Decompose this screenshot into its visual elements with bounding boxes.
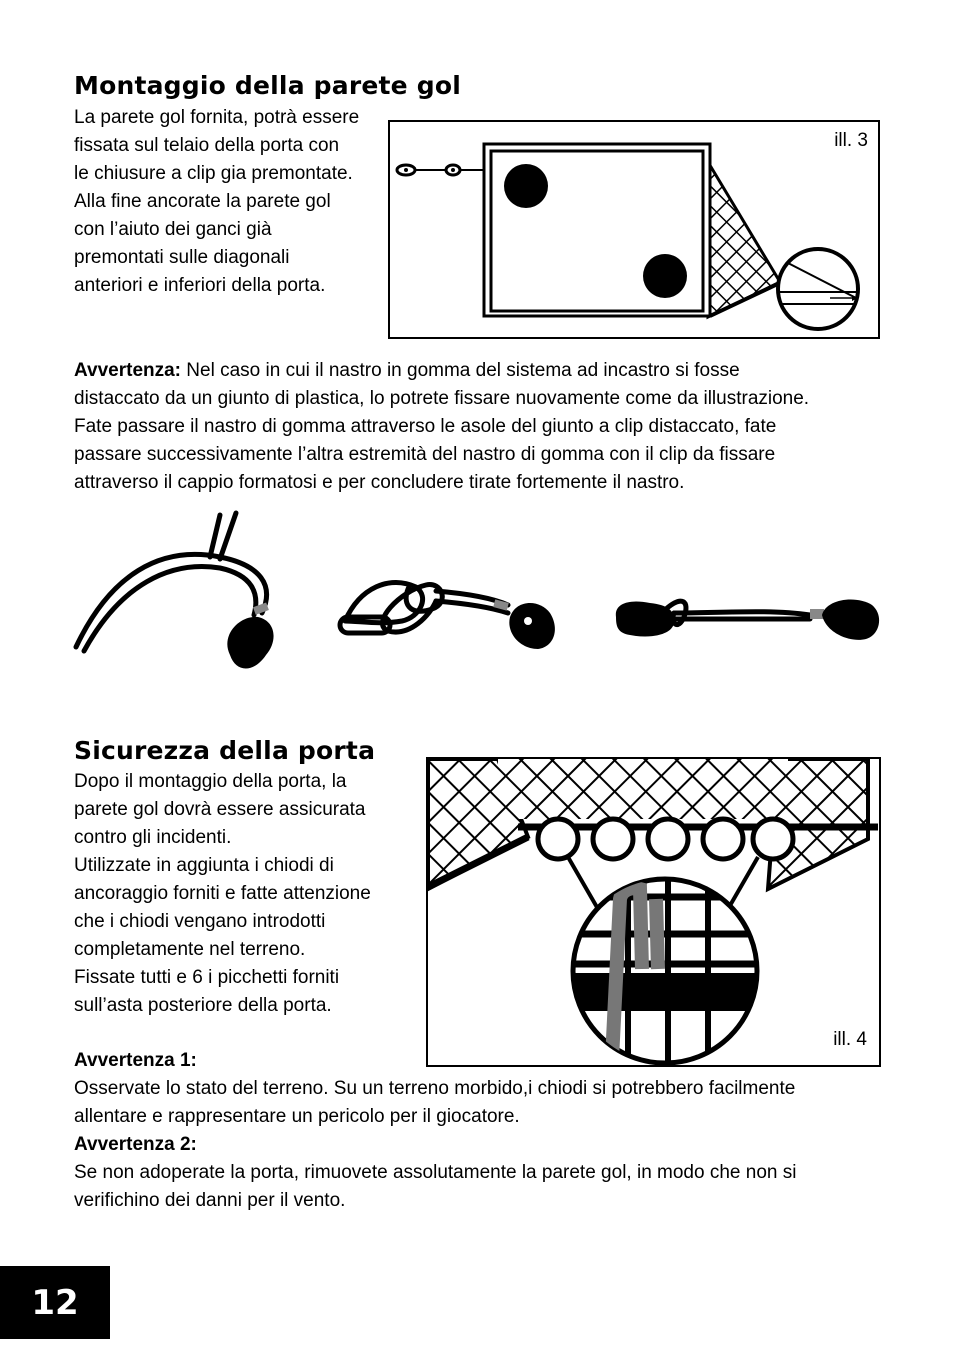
safety-line: contro gli incidenti. <box>74 827 232 848</box>
clip-icon <box>227 617 273 669</box>
warning-paragraph <box>74 357 809 497</box>
goal-wall-drawing <box>390 122 878 337</box>
section-title-assembly: Montaggio della parete gol <box>74 71 461 100</box>
figure-label-4: ill. 4 <box>833 1029 867 1050</box>
assembly-line: le chiusure a clip gia premontate. <box>74 163 353 184</box>
illustration-4 <box>426 757 881 1067</box>
warning-label: Avvertenza: <box>74 360 182 381</box>
warning-2-line: verifichino dei danni per il vento. <box>74 1190 346 1211</box>
page-number-badge <box>0 1266 110 1339</box>
assembly-line: con l’aiuto dei ganci già <box>74 219 272 240</box>
illustration-3 <box>388 120 880 339</box>
clip-icon <box>509 603 555 649</box>
clip-icon <box>822 600 879 640</box>
safety-line: ancoraggio forniti e fatte attenzione <box>74 883 371 904</box>
safety-line: che i chiodi vengano introdotti <box>74 911 326 932</box>
bungee-step-2 <box>345 582 508 632</box>
safety-line: Fissate tutti e 6 i picchetti forniti <box>74 967 340 988</box>
assembly-line: premontati sulle diagonali <box>74 247 290 268</box>
safety-line: parete gol dovrà essere assicurata <box>74 799 366 820</box>
safety-line: Dopo il montaggio della porta, la <box>74 771 347 792</box>
warning-1-label: Avvertenza 1: <box>74 1050 197 1071</box>
warning-line: passare successivamente l’altra estremità del nastro di gomma con il clip da fissare <box>74 444 776 465</box>
ball-icon <box>643 254 687 298</box>
assembly-line: La parete gol fornita, potrà essere <box>74 107 360 128</box>
detail-zoom-circle <box>778 249 858 329</box>
warning-1-line: Osservate lo stato del terreno. Su un terreno morbido,i chiodi si potrebbero facilmente <box>74 1078 796 1099</box>
bungee-step-3 <box>666 601 810 624</box>
warning-2-label: Avvertenza 2: <box>74 1134 197 1155</box>
assembly-line: anteriori e inferiori della porta. <box>74 275 326 296</box>
assembly-line: Alla fine ancorate la parete gol <box>74 191 331 212</box>
warning-2-line: Se non adoperate la porta, rimuovete assolutamente la parete gol, in modo che non si <box>74 1162 797 1183</box>
safety-line: completamente nel terreno. <box>74 939 306 960</box>
safety-paragraph <box>74 768 371 1020</box>
figure-label-3: ill. 3 <box>834 130 868 151</box>
warning-line: Fate passare il nastro di gomma attraverso le asole del giunto a clip distaccato, fate <box>74 416 777 437</box>
goal-anchoring-drawing <box>428 759 879 1065</box>
safety-line: sull’asta posteriore della porta. <box>74 995 332 1016</box>
safety-line: Utilizzate in aggiunta i chiodi di <box>74 855 334 876</box>
section-title-safety: Sicurezza della porta <box>74 736 376 765</box>
warning-line: Nel caso in cui il nastro in gomma del sistema ad incastro si fosse <box>186 360 740 381</box>
ball-icon <box>504 164 548 208</box>
assembly-line: fissata sul telaio della porta con <box>74 135 340 156</box>
page-number: 12 <box>31 1282 79 1323</box>
warning-line: distaccato da un giunto di plastica, lo potrete fissare nuovamente come da illustrazione. <box>74 388 810 409</box>
warnings-block <box>74 1047 796 1215</box>
bungee-cord-steps <box>70 505 890 685</box>
warning-line: attraverso il cappio formatosi e per concludere tirate fortemente il nastro. <box>74 472 685 493</box>
warning-1-line: allentare e rappresentare un pericolo per il giocatore. <box>74 1106 520 1127</box>
assembly-paragraph <box>74 104 359 300</box>
